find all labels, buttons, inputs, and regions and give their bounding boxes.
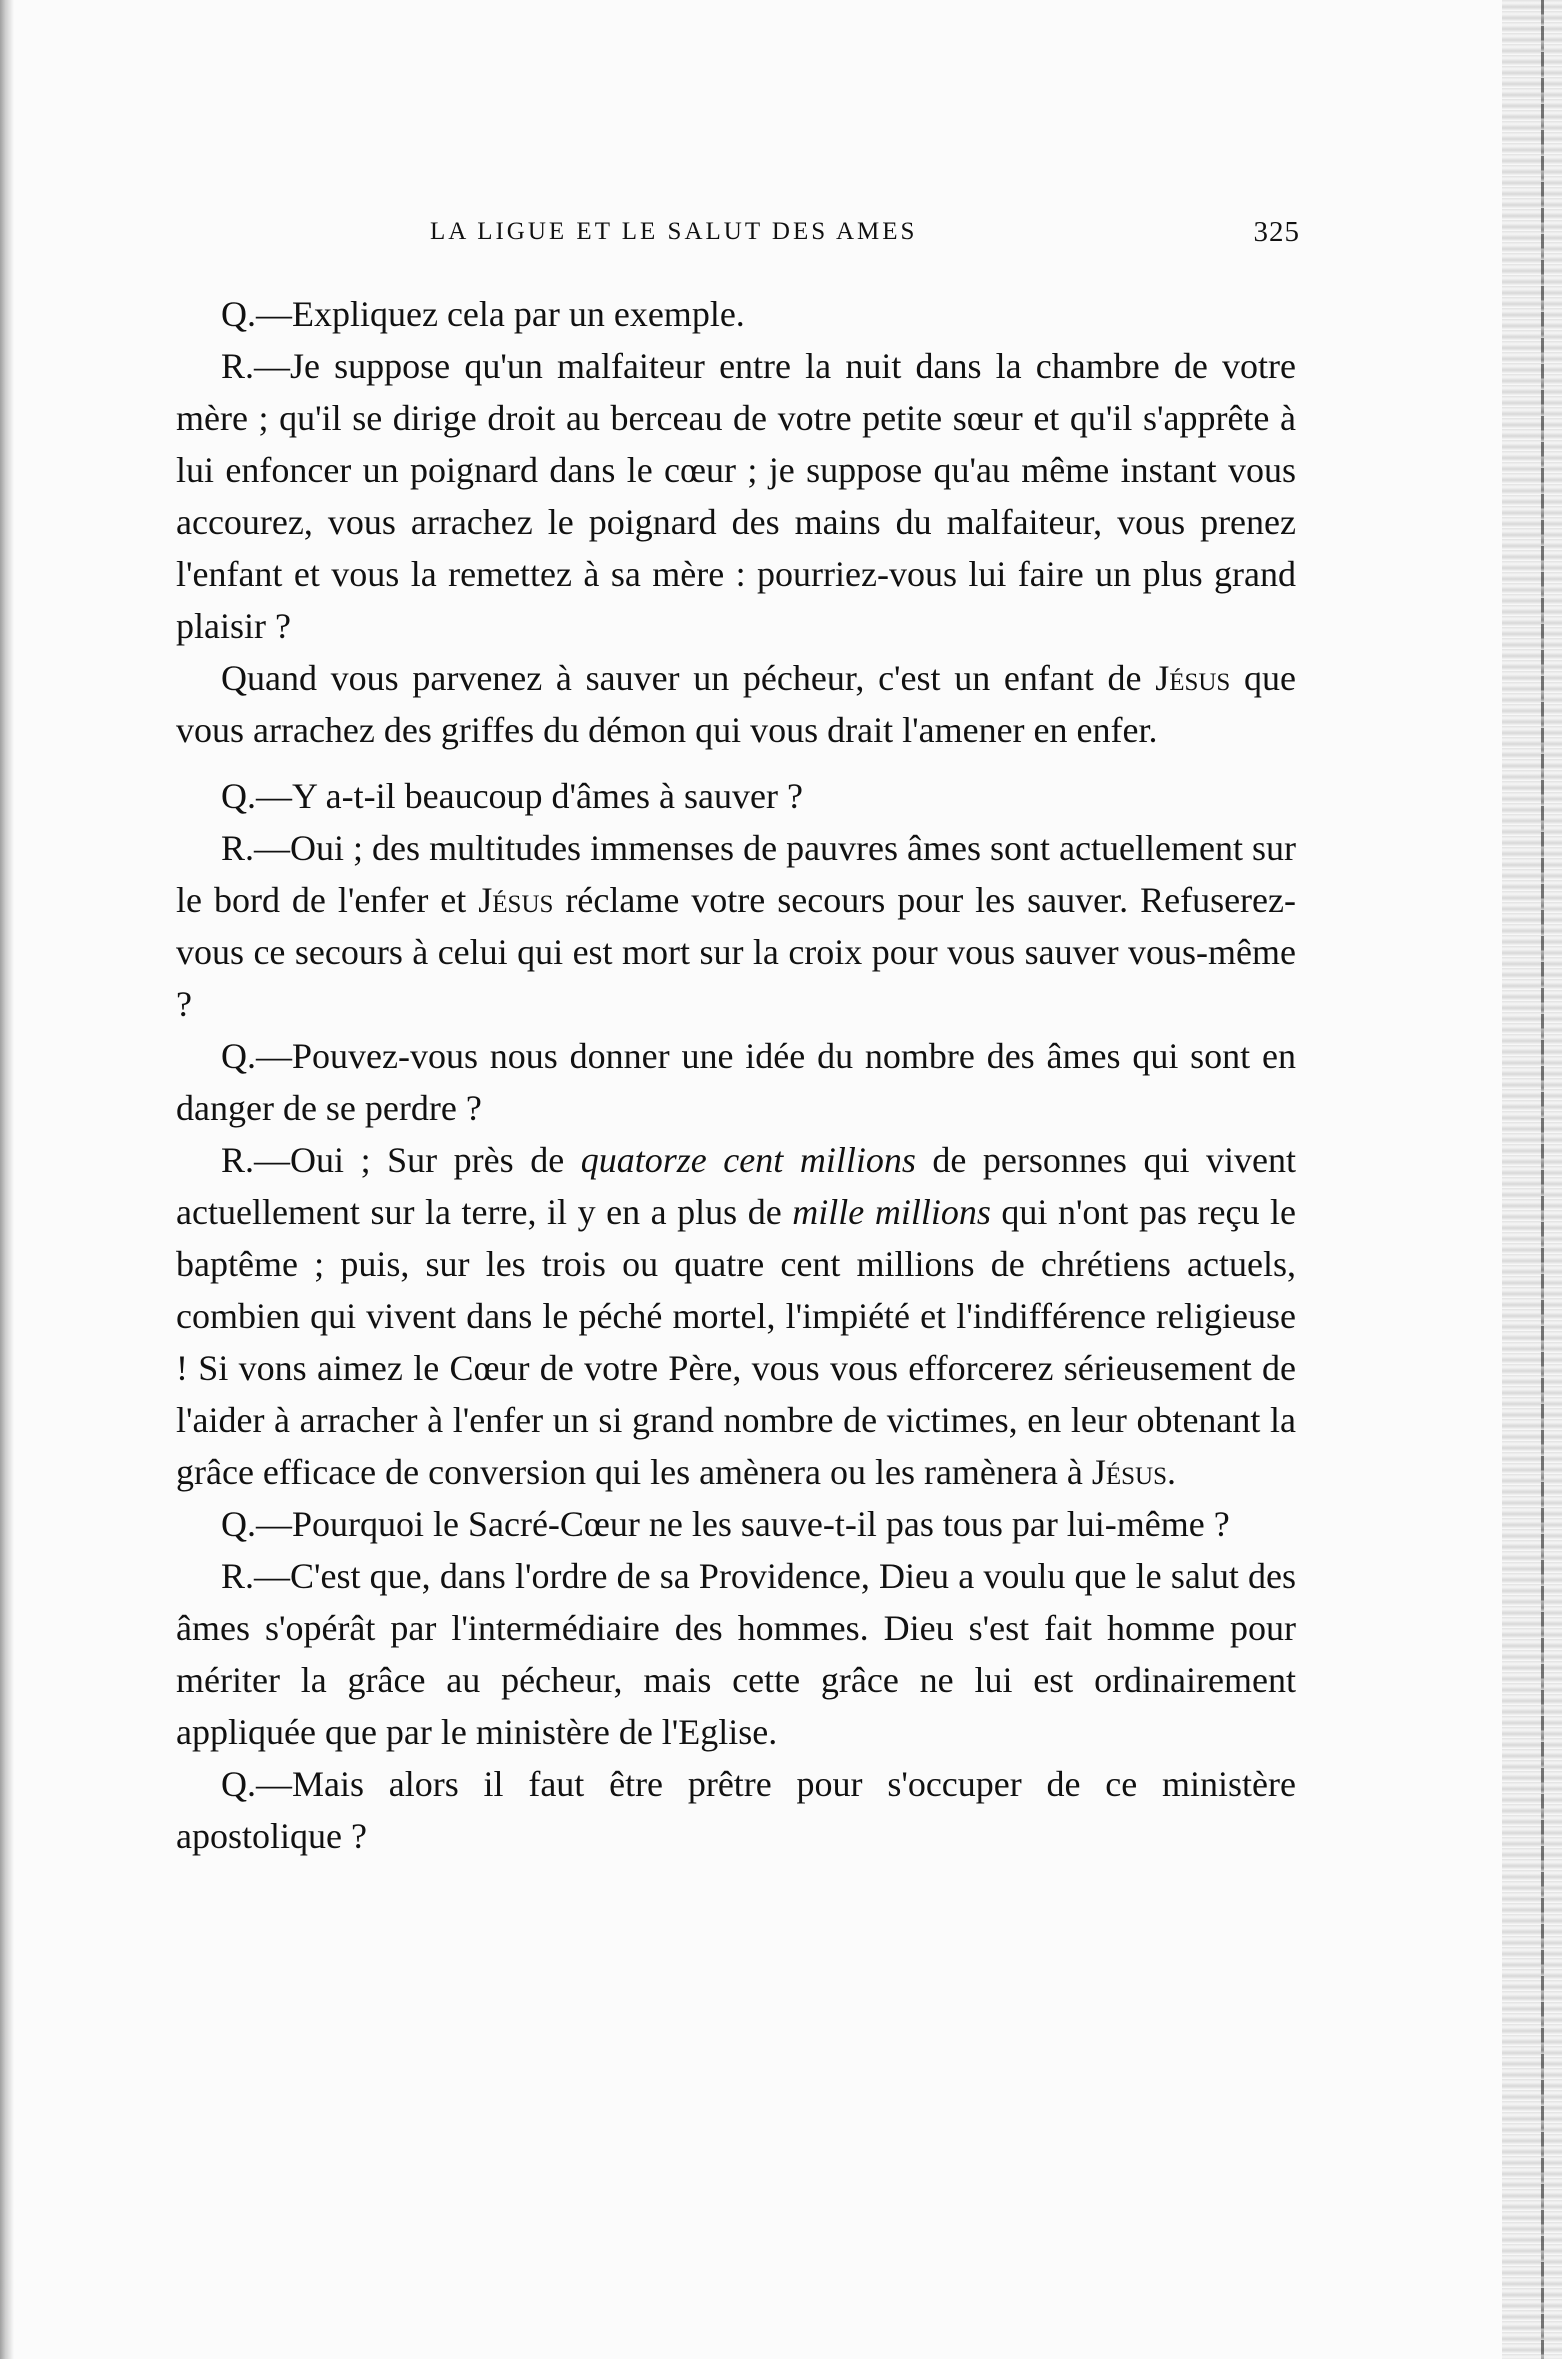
text-run: Q.—Y a-t-il beaucoup d'âmes à sauver ? [221,776,803,816]
smallcaps-text: Jésus [478,880,554,920]
paragraph [176,770,1296,822]
text-run: Q.—Expliquez cela par un exemple. [221,294,745,334]
italic-text: quatorze cent millions [580,1140,916,1180]
smallcaps-text: Jésus [1091,1452,1167,1492]
paragraph [176,822,1296,1030]
text-run: réclame votre secours pour les sauver. Refuserez-vous ce secours à celui qui est mort sur la croix pour vous sauver vous-même ? [176,880,1296,1024]
text-run: R.—Je suppose qu'un malfaiteur entre la nuit dans la chambre de votre mère ; qu'il se dirige droit au berceau de votre petite sœur et qu'il s'apprête à lui enfoncer un poignard dans le cœur ; je suppose qu'au même instant vous accourez, vous arrachez le poignard des mains du malfaiteur, vous prenez l'enfant et vous la remettez à sa mère : pourriez-vous lui faire un plus grand plaisir ? [176,346,1296,646]
paragraph [176,1134,1296,1498]
text-run: Q.—Pouvez-vous nous donner une idée du nombre des âmes qui sont en danger de se perdre ? [176,1036,1296,1128]
text-run: R.—Oui ; Sur près de [221,1140,581,1180]
paragraph [176,1758,1296,1862]
text-run: que vous arrachez des griffes du démon qui vous drait l'amener en enfer. [176,658,1297,750]
paragraph [176,340,1296,652]
paragraph [176,288,1296,340]
paragraph [176,652,1296,756]
text-run: R.—C'est que, dans l'ordre de sa Providence, Dieu a voulu que le salut des âmes s'opérât par l'intermédiaire des hommes. Dieu s'est fait homme pour mériter la grâce au pécheur, mais cette grâce ne lui est ordinairement appliquée que par le ministère de l'Eglise. [176,1556,1296,1752]
scan-right-binding-line [1541,0,1544,2359]
text-run: R.—Oui ; des multitudes immenses de pauvres âmes sont actuellement sur le bord de l'enfer et [176,828,1296,920]
running-title: LA LIGUE ET LE SALUT DES AMES [430,218,918,245]
paragraph [176,1550,1296,1758]
text-run: qui n'ont pas reçu le baptême ; puis, sur les trois ou quatre cent millions de chrétiens actuels, combien qui vivent dans le péché mortel, l'impiété et l'indifférence religieuse ! Si vons aimez le Cœur de votre Père, vous vous efforcerez sérieusement de l'aider à arracher à l'enfer un si grand nombre de victimes, en leur obtenant la grâce efficace de conversion qui les amènera ou les ramènera à [176,1192,1297,1492]
running-header [430,218,1300,254]
scan-right-edge [1502,0,1562,2359]
text-run: Q.—Mais alors il faut être prêtre pour s'occuper de ce ministère apostolique ? [176,1764,1296,1856]
text-run: de personnes qui vivent actuellement sur la terre, il y en a plus de [176,1140,1296,1232]
text-run: . [1167,1452,1176,1492]
text-run: Q.—Pourquoi le Sacré-Cœur ne les sauve-t-il pas tous par lui-même ? [221,1504,1230,1544]
paragraph [176,1498,1296,1550]
body-text [176,288,1296,1862]
smallcaps-text: Jésus [1155,658,1231,698]
paragraph [176,1030,1296,1134]
page-number: 325 [1253,216,1300,248]
italic-text: mille millions [792,1192,991,1232]
text-run: Quand vous parvenez à sauver un pécheur, c'est un enfant de [221,658,1156,698]
scan-left-edge [0,0,14,2359]
